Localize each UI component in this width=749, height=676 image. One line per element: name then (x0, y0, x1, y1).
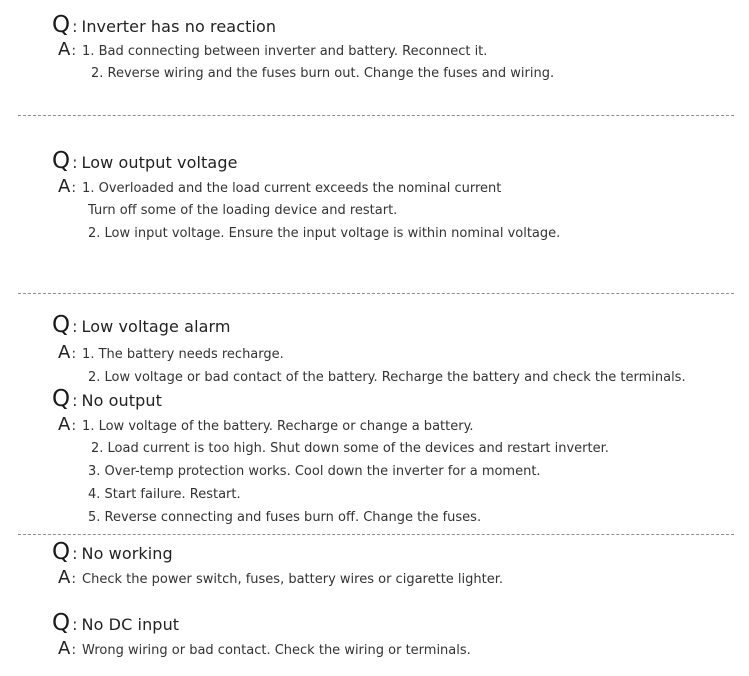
question-1 (52, 14, 276, 37)
question-text: No output (81, 391, 163, 410)
answer-1 (58, 41, 487, 59)
a-label: A (58, 39, 71, 60)
answer-line: 2. Load current is too high. Shut down some of the devices and restart inverter. (91, 441, 609, 456)
answer-2 (58, 178, 501, 196)
answer-line: 2. Low input voltage. Ensure the input voltage is within nominal voltage. (88, 226, 561, 241)
a-colon: : (71, 346, 77, 362)
question-text: No DC input (81, 615, 180, 634)
question-4 (52, 388, 162, 411)
q-label: Q (52, 386, 71, 412)
q-colon: : (72, 153, 78, 172)
divider (18, 293, 734, 294)
question-2 (52, 150, 238, 173)
a-colon: : (71, 43, 77, 59)
a-label: A (58, 567, 71, 588)
answer-line: 1. The battery needs recharge. (82, 347, 284, 362)
answer-6 (58, 640, 471, 658)
answer-line: 1. Bad connecting between inverter and battery. Reconnect it. (82, 44, 488, 59)
a-label: A (58, 176, 71, 197)
a-label: A (58, 638, 71, 659)
question-3 (52, 314, 231, 337)
answer-line: Turn off some of the loading device and restart. (88, 203, 398, 218)
question-text: Low voltage alarm (81, 317, 231, 336)
a-colon: : (71, 642, 77, 658)
question-text: No working (81, 544, 173, 563)
a-colon: : (71, 418, 77, 434)
a-colon: : (71, 571, 77, 587)
q-label: Q (52, 539, 71, 565)
answer-line: 1. Low voltage of the battery. Recharge or change a battery. (82, 419, 474, 434)
q-colon: : (72, 615, 78, 634)
a-colon: : (71, 180, 77, 196)
q-label: Q (52, 148, 71, 174)
question-6 (52, 612, 179, 635)
answer-line: 2. Reverse wiring and the fuses burn out. Change the fuses and wiring. (91, 66, 555, 81)
q-label: Q (52, 312, 71, 338)
question-5 (52, 541, 173, 564)
question-text: Low output voltage (81, 153, 238, 172)
divider (18, 115, 734, 116)
q-colon: : (72, 391, 78, 410)
answer-line: Wrong wiring or bad contact. Check the wiring or terminals. (82, 643, 471, 658)
divider (18, 534, 734, 535)
q-label: Q (52, 12, 71, 38)
answer-line: 3. Over-temp protection works. Cool down the inverter for a moment. (88, 464, 541, 479)
answer-3 (58, 344, 284, 362)
question-text: Inverter has no reaction (81, 17, 277, 36)
answer-line: 1. Overloaded and the load current exceeds the nominal current (82, 181, 502, 196)
q-colon: : (72, 17, 78, 36)
a-label: A (58, 414, 71, 435)
answer-line: Check the power switch, fuses, battery wires or cigarette lighter. (82, 572, 504, 587)
q-colon: : (72, 317, 78, 336)
q-colon: : (72, 544, 78, 563)
answer-line: 5. Reverse connecting and fuses burn off. Change the fuses. (88, 510, 482, 525)
a-label: A (58, 342, 71, 363)
answer-5 (58, 569, 503, 587)
answer-line: 4. Start failure. Restart. (88, 487, 241, 502)
answer-line: 2. Low voltage or bad contact of the battery. Recharge the battery and check the terminals. (88, 370, 686, 385)
answer-4 (58, 416, 474, 434)
q-label: Q (52, 610, 71, 636)
